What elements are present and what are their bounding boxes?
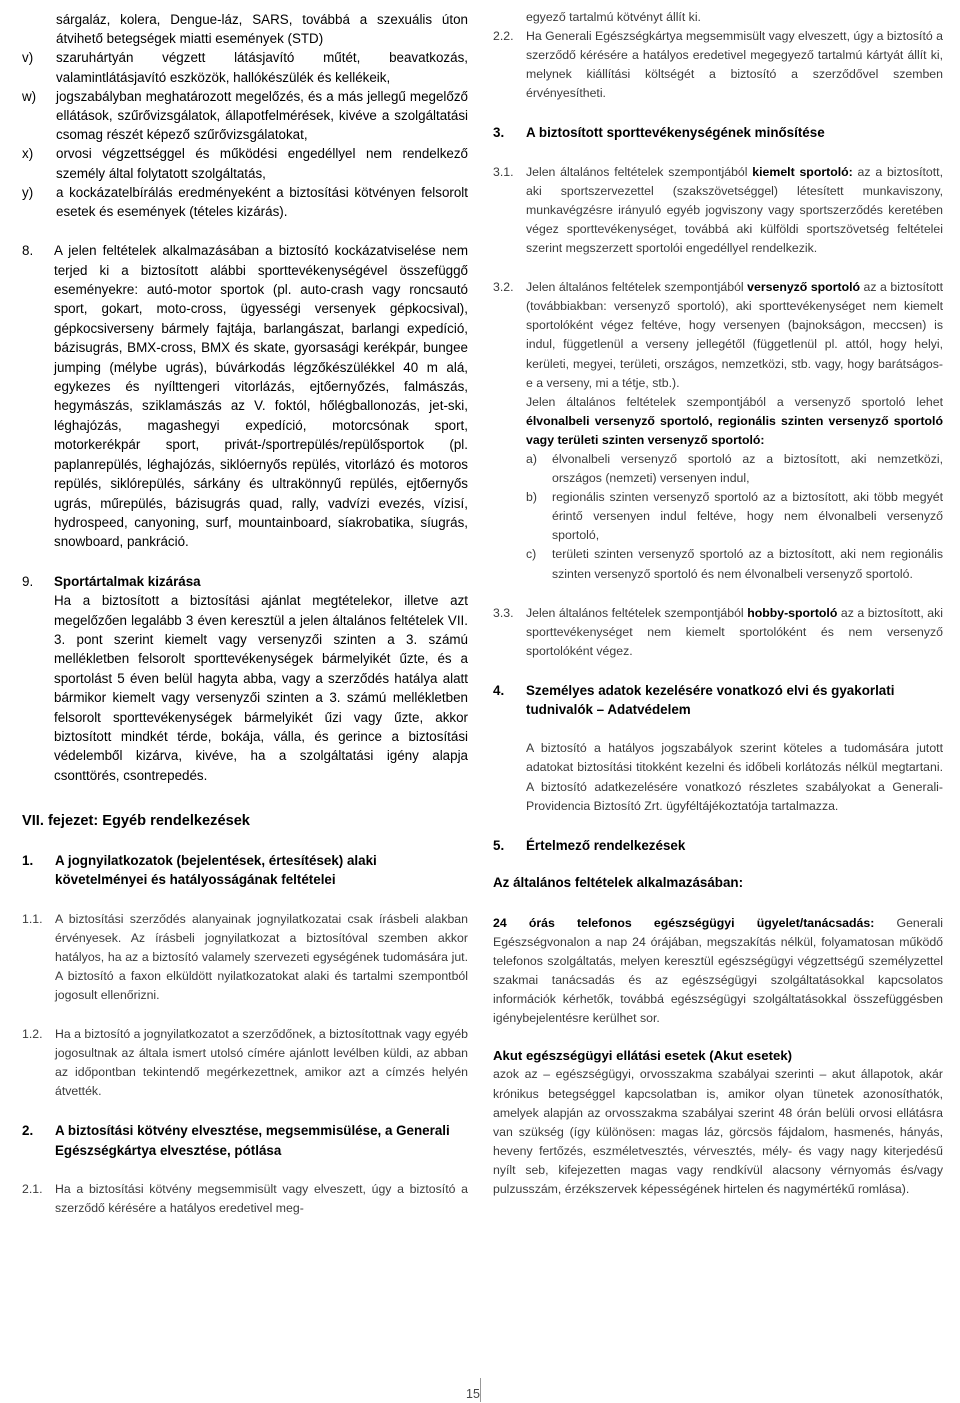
paragraph-number: 8. xyxy=(22,243,34,259)
subsection-text: Ha a biztosító a jognyilatkozatot a szerződőnek, a biztosítottnak vagy egyéb jogosultnak az általa ismert utolsó címére ajánlott levélben küldi, az abban az időpontban tekintendő megérkezettnek, amikor azt a címzés helyén átvették. xyxy=(55,1027,468,1099)
defined-term: hobby-sportoló xyxy=(747,605,838,620)
section-heading-3 xyxy=(493,123,943,142)
section-number: 3. xyxy=(493,125,505,141)
section-title: A biztosított sporttevékenységének minősítése xyxy=(526,125,825,141)
section-heading-5 xyxy=(493,836,943,855)
subsection-2-2 xyxy=(493,27,943,103)
list-item-c xyxy=(526,545,943,583)
section-heading-2 xyxy=(22,1121,468,1159)
definition-1 xyxy=(493,914,943,1029)
list-item-label: b) xyxy=(526,490,537,505)
paragraph-9 xyxy=(22,572,468,785)
page-number: 15 xyxy=(466,1387,480,1401)
subsection-2-1-cont xyxy=(493,8,943,27)
paragraph-text: Ha a biztosított a biztosítási ajánlat megtételekor, illetve azt megelőzően legalább 3 éven keresztül a jelen általános feltételek VII. 3. pont szerint kiemelt vagy versenyzői szinten a 3. számú mellékletben felsorolt sporttevékenységek bármelyikét űzte, és a sportolást 5 éven belül hagyta abba, vagy a szerződés hatálya alatt bármikor kiemelt vagy versenyzői szinten a 3. számú mellékletben felsorolt sporttevékenységek bármelyikét űzi vagy űzte, akkor biztosított mindkét térde, bokája, válla, és gerince a biztosítási védelemből kizárva, kivéve, ha a szolgáltatási igény alapja csonttörés, csontrepedés. xyxy=(54,593,468,783)
subsection-1-1 xyxy=(22,910,468,1005)
list-item-text: élvonalbeli versenyző sportoló az a biztosított, aki nemzetközi, országos (nemzeti) versenyen indul, xyxy=(552,451,943,486)
section-number: 4. xyxy=(493,682,505,698)
list-item-v xyxy=(22,48,468,86)
subsection-number: 2.2. xyxy=(493,29,514,44)
subsection-number: 2.1. xyxy=(22,1181,43,1196)
list-item-b xyxy=(526,488,943,545)
list-item-text: regionális szinten versenyző sportoló az a biztosított, aki több megyét érintő versenyen indul feltéve, hogy nem élvonalbeli versenyző sportoló, xyxy=(552,490,943,543)
section-title: Személyes adatok kezelésére vonatkozó elvi és gyakorlati tudnivalók – Adatvédelem xyxy=(526,682,895,718)
section-number: 5. xyxy=(493,837,505,853)
definition-2-title: Akut egészségügyi ellátási esetek (Akut esetek) xyxy=(493,1048,793,1064)
definitions-heading: Az általános feltételek alkalmazásában: xyxy=(493,874,744,890)
list-item-label: v) xyxy=(22,50,34,66)
subsection-text: Jelen általános feltételek szempontjából a versenyző sportoló lehet xyxy=(526,394,943,409)
subsection-text: egyező tartalmú kötvényt állít ki. xyxy=(526,10,701,24)
list-item-text: jogszabályban meghatározott megelőzés, és a más jellegű megelőző ellátások, szűrővizsgálatok, állapotfelmérések, kivéve a szolgáltatási csomag részét képező szűrővizsgálatokat, xyxy=(56,88,468,143)
list-item-text: területi szinten versenyző sportoló az a biztosított, aki nem regionális szinten versenyző sportoló és nem élvonalbeli versenyző sportoló. xyxy=(552,547,943,581)
subsection-number: 3.2. xyxy=(493,280,514,295)
chapter-title: VII. fejezet: Egyéb rendelkezések xyxy=(22,813,250,830)
subsection-2-1 xyxy=(22,1180,468,1218)
list-item-label: x) xyxy=(22,146,34,162)
defined-term: versenyző sportoló xyxy=(747,280,861,295)
list-item-label: c) xyxy=(526,547,537,562)
list-item-x xyxy=(22,144,468,182)
section-title: A biztosítási kötvény elvesztése, megsemmisülése, a Generali Egészségkártya elvesztése, pótlása xyxy=(55,1123,450,1158)
subsection-1-2 xyxy=(22,1025,468,1101)
list-item-cont xyxy=(22,10,468,48)
right-column xyxy=(493,8,943,1199)
list-item-label: y) xyxy=(22,184,34,200)
section-title: Értelmező rendelkezések xyxy=(526,837,686,853)
section-number: 1. xyxy=(22,853,34,869)
list-item-text: szaruhártyán végzett látásjavító műtét, beavatkozás, valamintlátásjavító eszközök, hallókészülék és kellékeik, xyxy=(56,50,468,85)
subsection-text: Ha a biztosítási kötvény megsemmisült vagy elveszett, úgy a biztosító a szerződő kérésére a hatályos eredetivel meg- xyxy=(55,1181,468,1215)
paragraph-text: A biztosító a hatályos jogszabályok szerint köteles a tudomására jutott adatokat biztosítási titokként kezelni és időbeli korlátozás nélkül megtartani. A biztosító adatkezelésére vonatkozó részletes szabályokat a Generali-Providencia Biztosító Zrt. ügyféltájékoztatója tartalmazza. xyxy=(526,741,943,813)
paragraph-title: Sportártalmak kizárása xyxy=(54,573,201,589)
definition-text: Generali Egészségvonalon a nap 24 órájában, megszakítás nélkül, folyamatosan működő telefonos szolgáltatás, melyen keresztül egészségügyi végzettségű személyzettel szakmai tanácsadás és az egészségügyi szolgáltatásokkal kapcsolatos információk kérhetők, továbbá egészségügyi szolgáltatásokkal összefüggésben igénybejelentésre kerülhet sor. xyxy=(493,915,943,1026)
paragraph-8 xyxy=(22,241,468,552)
list-item-y xyxy=(22,183,468,221)
list-item-text: orvosi végzettséggel és működési engedéllyel nem rendelkező személy által folytatott szolgáltatás, xyxy=(56,146,468,181)
subsection-text: az a biztosított (továbbiakban: versenyző sportoló), aki sporttevékenységet nem kiemelt sportolóként végez feltéve, hogy versenyen (bajnokságon, meccsen) is indul, függetlenül a verseny jellegétől (függetlenül pl. attól, hogy helyi, kerületi, megyei, területi, országos, nemzetközi, stb. vagy, hogy barátságos-e a verseny, mi a tétje, stb.). xyxy=(526,280,943,390)
subsection-number: 3.3. xyxy=(493,605,514,620)
subsection-text: Jelen általános feltételek szempontjából xyxy=(526,605,748,620)
section-number: 2. xyxy=(22,1123,34,1139)
list-item-w xyxy=(22,87,468,145)
list-item-text: sárgaláz, kolera, Dengue-láz, SARS, továbbá a szexuális úton átvihető betegségek miatti események (STD) xyxy=(56,12,468,47)
subsection-number: 1.1. xyxy=(22,911,43,926)
left-column xyxy=(22,10,468,1218)
subsection-text: az a biztosított, aki sporttevékenységet nem kiemelt sportolóként és nem versenyző sportolóként végez. xyxy=(526,605,943,658)
page-divider xyxy=(480,1378,481,1402)
section-heading-4 xyxy=(493,681,943,719)
subsection-3-3 xyxy=(493,604,943,661)
list-item-label: a) xyxy=(526,451,537,466)
subsection-text: Ha Generali Egészségkártya megsemmisült vagy elveszett, úgy a biztosító a szerződő kérésére a hatályos eredetivel megegyező tartalmú kártyát állít ki, melynek kiállítási költségét a biztosító a szerződővel szemben érvényesítheti. xyxy=(526,29,943,101)
list-item-label: w) xyxy=(22,88,37,104)
section-heading-1 xyxy=(22,851,468,889)
subsection-3-1 xyxy=(493,163,943,258)
subsection-text: A biztosítási szerződés alanyainak jognyilatkozatai csak írásbeli alakban érvényesek. Az írásbeli jognyilatkozat a biztosítóval szemben akkor hatályos, ha az a biztosító valamely szervezeti egységének tudomására jut. A biztosító a faxon elküldött nyilatkozatokat alaki és tartalmi szempontból jogosult ellenőrizni. xyxy=(55,911,468,1002)
subsection-number: 1.2. xyxy=(22,1027,43,1042)
subsection-text: Jelen általános feltételek szempontjából xyxy=(526,164,753,179)
definition-2-text: azok az – egészségügyi, orvosszakma szabályai szerinti – akut állapotok, akár krónikus betegséggel kapcsolatban is, amikor olyan tünetek azonosíthatók, amelyek alapján az orvosszakma szabályai szerint 48 órán belüli orvosi ellátásra van szükség (így különösen: magas láz, görcsös fájdalom, hasmenés, hányás, heveny fertőzés, eszméletvesztés, vérvesztés, mély- és vagy nagy kiterjedésű nyílt seb, kifejezetten magas vagy rendkívül alacsony vérnyomás és/vagy pulzusszám, érzékszervek képességének hirtelen és nagymértékű romlása). xyxy=(493,1067,943,1197)
paragraph-number: 9. xyxy=(22,573,34,589)
subsection-number: 3.1. xyxy=(493,164,514,179)
paragraph-4 xyxy=(493,739,943,815)
paragraph-text: A jelen feltételek alkalmazásában a biztosító kockázatviselése nem terjed ki a biztosított alábbi sporttevékenységével összefüggő eseményekre: autó-motor sportok (pl. auto-crash vagy roncsautó sport, gokart, moto-cross, ügyességi versenyek gépkocsival), gépkocsiverseny bármely fajtája, barlangászat, barlangi expedíció, bázisugrás, BMX-cross, BMX és skate, gyorsasági kerékpár, bungee jumping (mélybe ugrás), búvárkodás légzőkészülékkel 40 m alá, egykezes és nyílttengeri vitorlázás, ejtőernyőzés, falmászás, hegymászás, sziklamászás az V. foktól, hőlégballonozás, jet-ski, léghajózás, magashegyi expedíció, motorcsónak sport, motorkerékpár sport, privát-/sportrepülés/repülősportok (pl. paplanrepülés, léghajózás, siklóernyős repülés, vitorlázó és motoros repülés, siklórepülés, sárkány és ultrakönnyű repülés, ejtőernyős ugrás, műrepülés, bázisugrás quad, rally, vadvízi evezés, vízisí, hydrospeed, canyoning, surf, mountainboard, síakrobatika, síugrás, snowboard, pankráció. xyxy=(54,243,468,550)
list-item-text: a kockázatelbírálás eredményeként a biztosítási kötvényen felsorolt esetek és események (tételes kizárás). xyxy=(56,184,468,220)
defined-term: kiemelt sportoló: xyxy=(752,164,853,179)
subsection-text: az a biztosított, aki sportszervezettel (szakszövetséggel) létesített munkaviszony, munkavégzésre irányuló egyéb jogviszony vagy sportszerződés keretében végez sporttevékenységet, továbbá aki külföldi sportszövetség feltételei szerint megszerzett sportolói engedéllyel rendelkezik. xyxy=(526,164,943,256)
list-item-a xyxy=(526,450,943,488)
section-title: A jognyilatkozatok (bejelentések, értesítések) alaki követelményei és hatályosságának feltételei xyxy=(55,853,377,888)
subsection-text: Jelen általános feltételek szempontjából xyxy=(526,280,748,295)
subsection-3-2 xyxy=(493,278,943,584)
defined-term: élvonalbeli versenyző sportoló, regionális szinten versenyző sportoló vagy területi szinten versenyző sportoló: xyxy=(526,413,943,447)
defined-term: 24 órás telefonos egészségügyi ügyelet/tanácsadás: xyxy=(493,915,875,930)
